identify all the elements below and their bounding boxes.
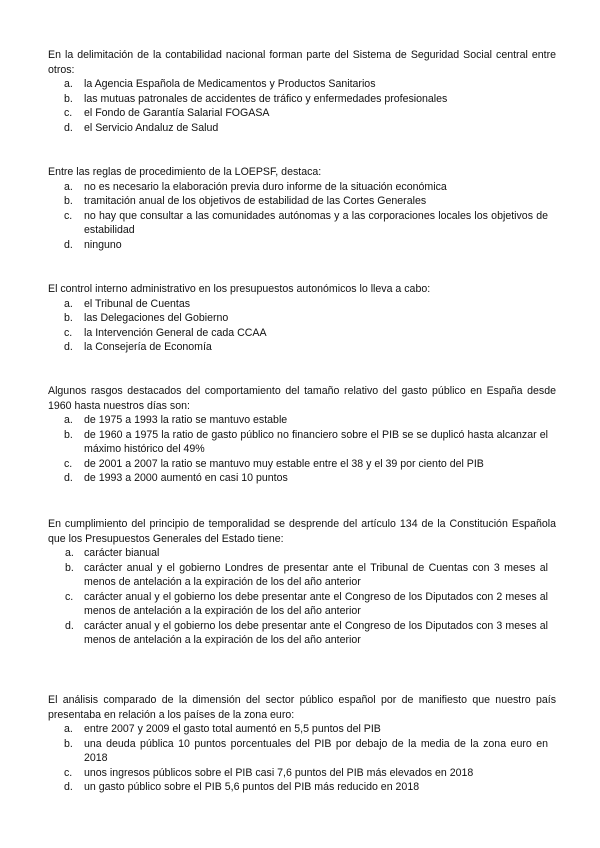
option-letter: a. <box>64 723 73 735</box>
option-letter: d. <box>64 238 73 251</box>
question-6-option-c <box>48 766 556 781</box>
question-4-option-b <box>48 428 556 457</box>
option-text: entre 2007 y 2009 el gasto total aumentó en 5,5 puntos del PIB <box>84 723 381 735</box>
question-4-option-c <box>48 457 556 472</box>
question-2-option-d <box>48 238 556 253</box>
question-1-option-c <box>48 106 556 121</box>
question-2 <box>48 165 556 252</box>
option-letter: c. <box>64 326 73 339</box>
question-1-options <box>48 77 556 135</box>
question-3-option-c <box>48 326 556 341</box>
option-text: carácter bianual <box>84 547 160 559</box>
option-letter: b. <box>64 92 73 105</box>
option-text: un gasto público sobre el PIB 5,6 puntos del PIB más reducido en 2018 <box>84 781 420 793</box>
option-letter: c. <box>64 209 73 222</box>
question-3-stem: El control interno administrativo en los presupuestos autonómicos lo lleva a cabo: <box>48 283 431 295</box>
question-5-options <box>48 546 556 648</box>
option-letter: d. <box>64 121 73 134</box>
question-3-option-b <box>48 311 556 326</box>
question-3-option-a <box>48 297 556 312</box>
option-letter: d. <box>64 472 73 484</box>
option-letter: b. <box>64 312 73 324</box>
option-letter: b. <box>64 737 73 750</box>
question-2-option-b <box>48 194 556 209</box>
option-text: carácter anual y el gobierno los debe presentar ante el Congreso de los Diputados con 3 meses al menos de antelación a la expiración de los del año anterior <box>84 619 548 646</box>
question-3-option-d <box>48 340 556 355</box>
question-5 <box>48 517 556 648</box>
option-letter: a. <box>65 547 74 559</box>
option-text: una deuda pública 10 puntos porcentuales del PIB por debajo de la media de la zona euro en 2018 <box>84 737 548 764</box>
option-text: de 2001 a 2007 la ratio se mantuvo muy estable entre el 38 y el 39 por ciento del PIB <box>84 457 484 470</box>
option-text: las Delegaciones del Gobierno <box>84 312 229 324</box>
option-text: el Tribunal de Cuentas <box>84 297 191 310</box>
option-letter: c. <box>64 107 73 119</box>
option-letter: a. <box>64 297 73 310</box>
option-text: no hay que consultar a las comunidades autónomas y a las corporaciones locales los objetivos de estabilidad <box>84 209 548 236</box>
question-1 <box>48 48 556 135</box>
option-letter: c. <box>64 766 73 779</box>
option-text: el Servicio Andaluz de Salud <box>84 121 219 134</box>
question-6-option-b <box>48 737 556 766</box>
option-letter: a. <box>64 180 73 193</box>
option-text: de 1960 a 1975 la ratio de gasto público no financiero sobre el PIB se se duplicó hasta alcanzar el máximo histórico del 49% <box>84 428 548 455</box>
question-6-option-d <box>48 780 556 795</box>
question-6-option-a <box>48 722 556 737</box>
question-5-option-b <box>48 561 556 590</box>
question-6 <box>48 693 556 795</box>
option-letter: d. <box>65 619 74 632</box>
question-3-options <box>48 297 556 355</box>
option-text: unos ingresos públicos sobre el PIB casi 7,6 puntos del PIB más elevados en 2018 <box>84 766 474 779</box>
question-2-options <box>48 180 556 253</box>
question-2-option-a <box>48 180 556 195</box>
question-1-stem: En la delimitación de la contabilidad nacional forman parte del Sistema de Seguridad Social central entre otros: <box>48 49 556 76</box>
option-text: no es necesario la elaboración previa duro informe de la situación económica <box>84 180 447 193</box>
option-text: carácter anual y el gobierno los debe presentar ante el Congreso de los Diputados con 2 meses al menos de antelación a la expiración de los del año anterior <box>84 590 548 617</box>
question-4 <box>48 384 556 486</box>
option-text: tramitación anual de los objetivos de estabilidad de las Cortes Generales <box>84 195 427 207</box>
option-letter: a. <box>64 78 73 90</box>
option-text: el Fondo de Garantía Salarial FOGASA <box>84 107 270 119</box>
question-5-option-c <box>48 590 556 619</box>
question-4-option-d <box>48 471 556 486</box>
option-letter: d. <box>64 341 73 353</box>
option-text: ninguno <box>84 238 122 251</box>
option-letter: b. <box>64 428 73 441</box>
question-2-stem: Entre las reglas de procedimiento de la LOEPSF, destaca: <box>48 166 322 178</box>
question-6-options <box>48 722 556 795</box>
question-4-options <box>48 413 556 486</box>
option-letter: b. <box>64 195 73 207</box>
option-letter: c. <box>65 590 74 603</box>
option-text: la Consejería de Economía <box>84 341 212 353</box>
option-letter: c. <box>64 457 73 470</box>
option-text: de 1993 a 2000 aumentó en casi 10 puntos <box>84 472 288 484</box>
question-4-option-a <box>48 413 556 428</box>
option-text: la Agencia Española de Medicamentos y Productos Sanitarios <box>84 78 376 90</box>
option-text: carácter anual y el gobierno Londres de presentar ante el Tribunal de Cuentas con 3 meses al menos de antelación a la expiración de los del año anterior <box>84 561 548 588</box>
question-5-stem: En cumplimiento del principio de temporalidad se desprende del artículo 134 de la Constitución Española que los Presupuestos Generales del Estado tiene: <box>48 518 556 545</box>
question-6-stem: El análisis comparado de la dimensión del sector público español por de manifiesto que nuestro país presentaba en relación a los países de la zona euro: <box>48 694 556 721</box>
option-text: las mutuas patronales de accidentes de tráfico y enfermedades profesionales <box>84 92 448 105</box>
option-text: de 1975 a 1993 la ratio se mantuvo estable <box>84 414 288 426</box>
question-2-option-c <box>48 209 556 238</box>
option-text: la Intervención General de cada CCAA <box>84 326 267 339</box>
question-5-option-d <box>48 619 556 648</box>
question-3 <box>48 282 556 355</box>
question-4-stem: Algunos rasgos destacados del comportamiento del tamaño relativo del gasto público en España desde 1960 hasta nuestros días son: <box>48 385 556 412</box>
question-5-option-a <box>48 546 556 561</box>
question-1-option-d <box>48 121 556 136</box>
question-1-option-a <box>48 77 556 92</box>
option-letter: b. <box>65 561 74 574</box>
option-letter: a. <box>64 414 73 426</box>
question-1-option-b <box>48 92 556 107</box>
option-letter: d. <box>64 781 73 793</box>
